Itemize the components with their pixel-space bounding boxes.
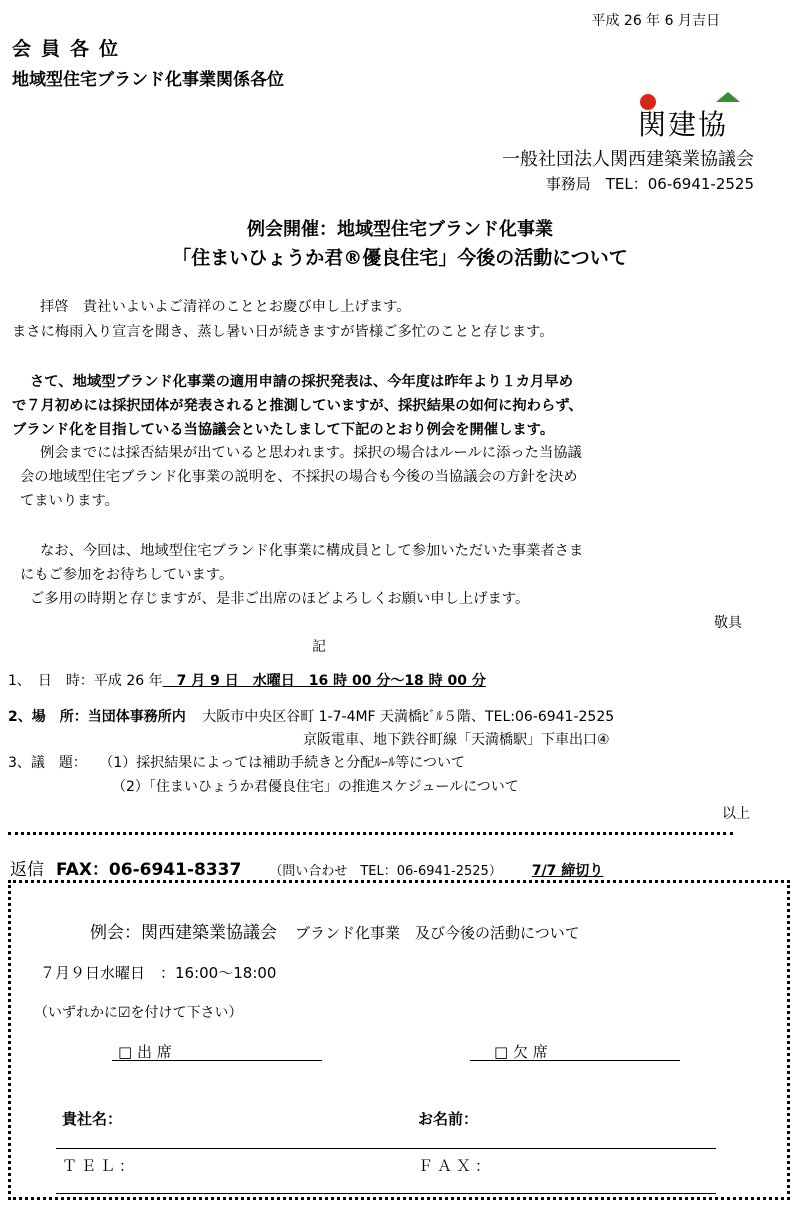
item-location-access: 京阪電車、地下鉄谷町線「天満橋駅」下車出口④ [303, 732, 610, 748]
addressee-members: 会員各位 [12, 38, 129, 60]
company-name-line[interactable] [56, 1148, 716, 1149]
title-line-1: 例会開催：地域型住宅ブランド化事業 [247, 219, 553, 240]
reply-inquiry: （問い合わせ TEL：06-6941-2525） [269, 864, 502, 879]
form-title-sub: ブランド化事業 及び今後の活動について [295, 924, 580, 942]
form-note: （いずれかに☑を付けて下さい） [34, 1005, 243, 1021]
organization-logo [630, 88, 754, 138]
notice-bold-line-3: ブランド化を目指している当協議会といたしまして下記のとおり例会を開催します。 [12, 422, 555, 438]
organization-name: 一般社団法人関西建築業協議会 [502, 149, 754, 170]
notice-bold-line-1: さて、地域型ブランド化事業の適用申請の採択発表は、今年度は昨年より１カ月早め [30, 374, 573, 390]
paragraph-3-line-3: ご多用の時期と存じますが、是非ご出席のほどよろしくお願い申し上げます。 [30, 591, 530, 607]
item-date-label: 1、 日 時：平成 26 年 [8, 673, 163, 689]
svg-text:関建協: 関建協 [638, 108, 729, 138]
item-agenda-label: 3、議 題： [8, 755, 87, 771]
company-field-label: 貴社名： [62, 1110, 123, 1128]
absent-underline [470, 1060, 680, 1061]
office-contact: 事務局 TEL：06-6941-2525 [545, 175, 754, 193]
item-agenda [8, 752, 465, 772]
logo-graphic [630, 88, 754, 138]
absent-checkbox[interactable]: □ 欠 席 [494, 1043, 548, 1061]
fax-field-label: ＦＡＸ： [418, 1157, 495, 1175]
paragraph-2-line-2: 会の地域型住宅ブランド化事業の説明を、不採択の場合も今後の当協議会の方針を決め [20, 469, 578, 485]
reply-fax: FAX：06-6941-8337 [56, 860, 242, 880]
closing-keigu: 敬具 [714, 615, 742, 631]
agenda-item-2: （2）「住まいひょうか君優良住宅」の推進スケジュールについて [112, 779, 519, 795]
item-location [8, 706, 614, 726]
reply-header [10, 855, 603, 880]
reply-deadline: 7/7 締切り [531, 863, 604, 879]
agenda-item-1: （1）採択結果によっては補助手続きと分配ﾙｰﾙ等について [99, 755, 466, 771]
item-location-value: 大阪市中央区谷町 1-7-4MF 天満橋ﾋﾞﾙ５階、TEL:06-6941-2525 [202, 709, 615, 725]
cut-line [8, 832, 733, 835]
paragraph-2-line-3: てまいります。 [20, 493, 119, 509]
name-field-label: お名前： [418, 1110, 479, 1128]
issue-date: 平成 26 年 6 月吉日 [591, 13, 720, 29]
paragraph-3-line-2: にもご参加をお待ちしています。 [20, 567, 234, 583]
paragraph-3-line-1: なお、今回は、地域型住宅ブランド化事業に構成員として参加いただいた事業者さま [40, 543, 584, 559]
greeting-line-2: まさに梅雨入り宣言を聞き、蒸し暑い日が続きますが皆様ご多忙のことと存じます。 [12, 324, 554, 340]
attend-checkbox[interactable]: □ 出 席 [118, 1043, 172, 1061]
attend-underline [112, 1060, 322, 1061]
tel-field-label: ＴＥＬ： [62, 1157, 139, 1175]
paragraph-2-line-1: 例会までには採否結果が出ていると思われます。採択の場合はルールに添った当協議 [40, 445, 582, 461]
end-ijou: 以上 [722, 806, 750, 822]
tel-fax-line[interactable] [56, 1193, 716, 1194]
addressee-parties: 地域型住宅ブランド化事業関係各位 [12, 70, 284, 90]
ki-heading: 記 [312, 639, 326, 655]
item-date-value: 7 月 9 日 水曜日 16 時 00 分～18 時 00 分 [162, 673, 486, 689]
reply-label: 返信 [10, 860, 44, 880]
form-title-main: 例会：関西建築業協議会 [90, 923, 277, 943]
item-location-label: 2、場 所：当団体事務所内 [8, 709, 186, 725]
greeting-line-1: 拝啓 貴社いよいよご清祥のこととお慶び申し上げます。 [40, 299, 411, 315]
item-date-time [8, 670, 486, 690]
notice-bold-line-2: で７月初めには採択団体が発表されると推測していますが、採択結果の如何に拘わらず、 [12, 398, 583, 414]
title-line-2: 「住まいひょうか君®優良住宅」今後の活動について [172, 247, 628, 269]
form-datetime: ７月９日水曜日 ：16:00～18:00 [40, 964, 277, 982]
form-title [90, 918, 580, 943]
